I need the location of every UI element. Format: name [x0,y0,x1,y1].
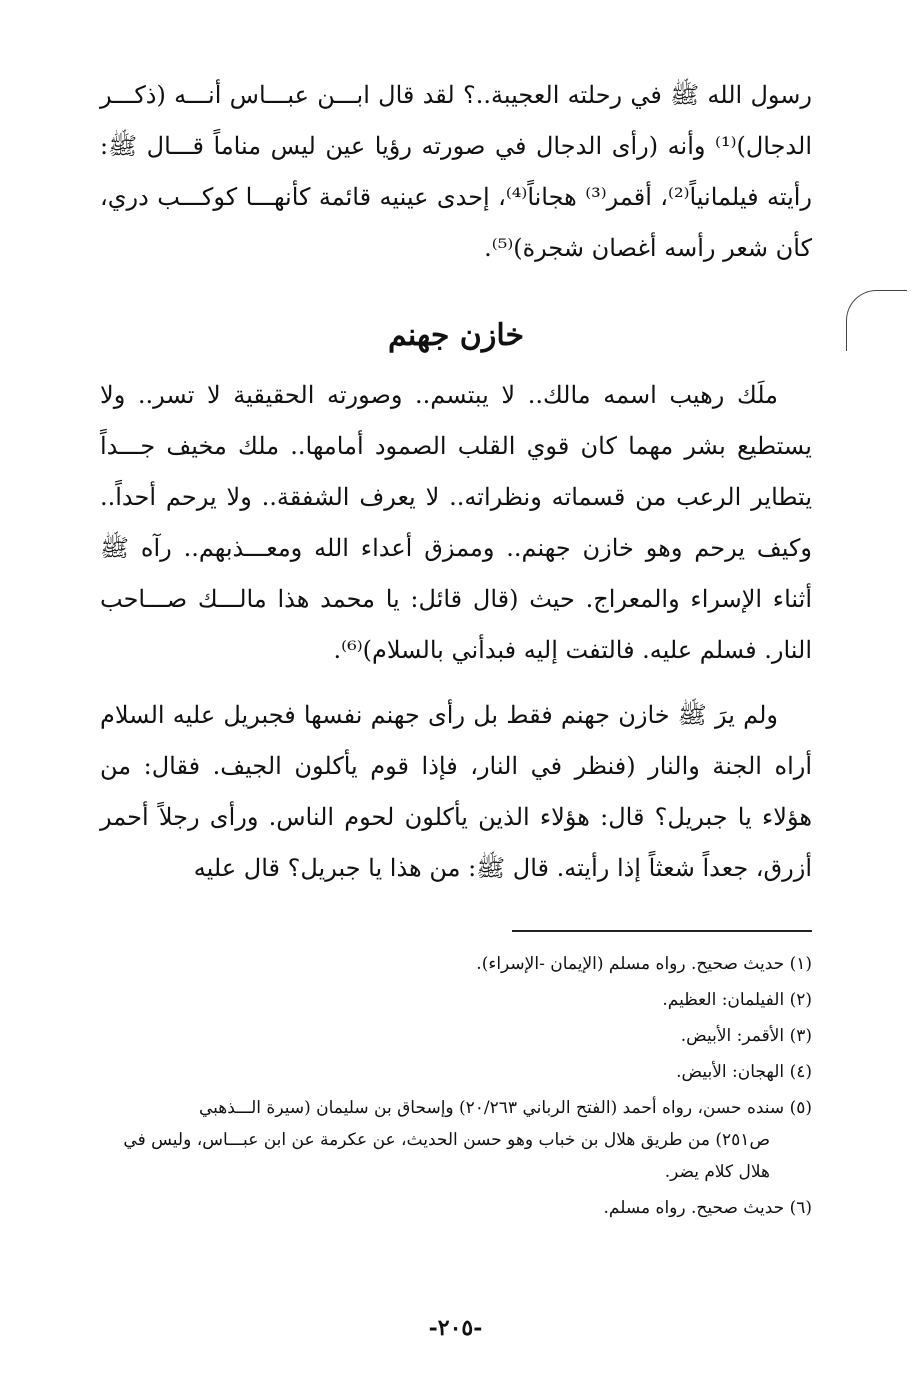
footnote-text: سنده حسن، رواه أحمد (الفتح الرباني ٢٠/٢٦٣) وإسحاق بن سليمان (سيرة الـــذهبي [199,1098,785,1118]
footnote-5 [100,1092,812,1188]
footnote-number: (٣) [789,1026,812,1046]
paragraph-malik: ملَك رهيب اسمه مالك.. لا يبتسم.. وصورته الحقيقية لا تسر.. ولا يستطيع بشر مهما كان قوي القلب الصمود أمامها.. ملك مخيف جـــداً يتطاير الرعب من قسماته ونظراته.. لا يعرف الشفقة.. ولا يرحم أحداً.. وكيف يرحم وهو خازن جهنم.. وممزق أعداء الله ومعـــذبهم.. رآه ﷺ أثناء الإسراء والمعراج. حيث (قال قائل: يا محمد هذا مالـــك صـــاحب النار. فسلم عليه. فالتفت إليه فبدأني بالسلام)⁽⁶⁾. [100,381,812,664]
footnote-number: (١) [789,954,812,974]
footnote-2 [100,984,812,1016]
footnote-3 [100,1020,812,1052]
footnote-text: حديث صحيح. رواه مسلم (الإيمان -الإسراء). [476,954,785,974]
document-page [100,70,812,1228]
footnote-text: الهجان: الأبيض. [676,1062,785,1082]
footnote-4 [100,1056,812,1088]
footnote-text: الفيلمان: العظيم. [662,990,785,1010]
page-number: -٢٠٥- [428,1315,483,1341]
footnote-6 [100,1192,812,1224]
section-heading: خازن جهنم [387,318,525,353]
footnote-1 [100,948,812,980]
footnote-number: (٢) [789,990,812,1010]
footnote-number: (٦) [789,1198,812,1218]
paragraph-intro: رسول الله ﷺ في رحلته العجيبة..؟ لقد قال ابـــن عبـــاس أنـــه (ذكـــر الدجال)⁽¹⁾ وأنه (رأى الدجال في صورته رؤيا عين ليس مناماً قـــال ﷺ: رأيته فيلمانياً⁽²⁾، أقمر⁽³⁾ هجاناً⁽⁴⁾، إحدى عينيه قائمة كأنهـــا كوكـــب دري، كأن شعر رأسه أغصان شجرة)⁽⁵⁾. [100,81,813,262]
footnote-text: الأقمر: الأبيض. [680,1026,785,1046]
footnote-number: (٥) [789,1098,812,1118]
footnote-number: (٤) [789,1062,812,1082]
paragraph-hell: ولم يرَ ﷺ خازن جهنم فقط بل رأى جهنم نفسها فجبريل عليه السلام أراه الجنة والنار (فنظر في النار، فإذا قوم يأكلون الجيف. فقال: من هؤلاء يا جبريل؟ قال: هؤلاء الذين يأكلون لحوم الناس. ورأى رجلاً أحمر أزرق، جعداً شعثاً إذا رأيته. قال ﷺ: من هذا يا جبريل؟ قال عليه [100,701,812,882]
footnote-divider [512,930,812,932]
footnote-continuation: ص٢٥١) من طريق هلال بن خباب وهو حسن الحديث، عن عكرمة عن ابن عبـــاس، وليس في هلال كلام يضر. [123,1130,770,1182]
footnote-text: حديث صحيح. رواه مسلم. [603,1198,785,1218]
footnotes-list [100,948,812,1224]
page-corner-mark [846,290,907,351]
